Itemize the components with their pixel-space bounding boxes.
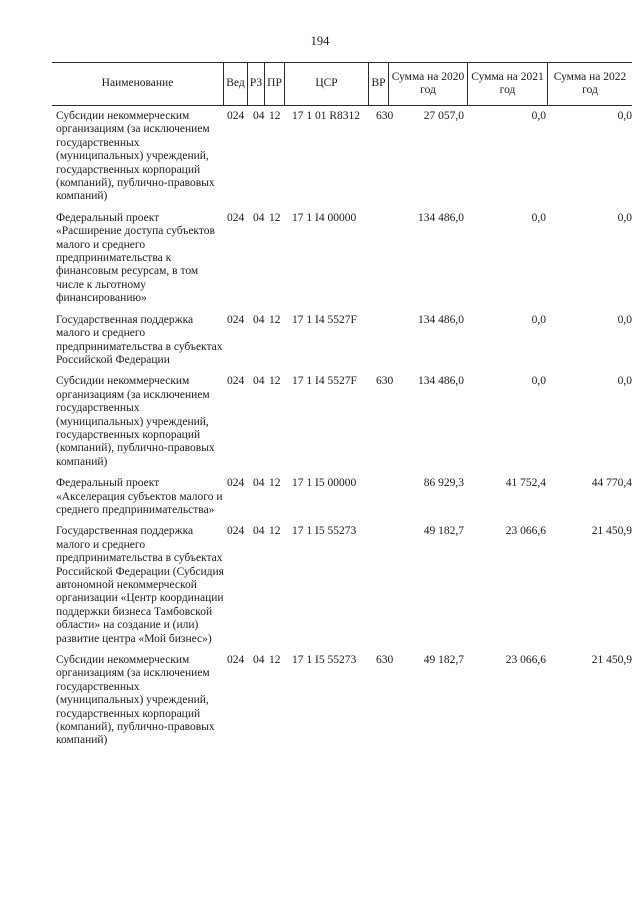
row-csr: 17 1 I5 00000 <box>292 477 357 490</box>
row-csr: 17 1 I4 5527F <box>292 313 357 326</box>
header-sum-2022: Сумма на 2022 год <box>553 70 627 96</box>
header-sum-2020: Сумма на 2020 год <box>389 63 468 105</box>
table-row <box>52 106 632 208</box>
table-header <box>52 62 632 106</box>
row-name: Федеральный проект «Акселерация субъектов малого и среднего предпринимательства» <box>56 477 223 516</box>
row-rz: 04 <box>253 211 265 224</box>
row-sum-2020: 134 486,0 <box>418 313 464 326</box>
row-ved: 024 <box>227 110 245 122</box>
row-ved: 024 <box>227 211 245 224</box>
header-rz: РЗ <box>248 63 265 105</box>
row-pr: 12 <box>269 477 281 490</box>
row-sum-2022: 21 450,9 <box>591 654 632 667</box>
row-sum-2022: 0,0 <box>617 110 632 122</box>
row-csr: 17 1 I5 55273 <box>292 525 357 538</box>
row-name: Субсидии некоммерческим организациям (за исключением государственных (муниципальных) учреждений, государственных корпораций (компаний), публично-правовых компаний) <box>56 110 215 203</box>
header-csr: ЦСР <box>285 63 369 105</box>
header-pr: ПР <box>265 63 285 105</box>
row-name: Государственная поддержка малого и среднего предпринимательства в субъектах Российской Федерации (Субсидия автономной некоммерческой организации «Центр координации поддержки бизнеса Тамбовской области» на создание и (или) развитие центра «Мой бизнес») <box>56 525 224 645</box>
row-pr: 12 <box>269 654 281 667</box>
header-sum-2021: Сумма на 2021 год <box>468 63 548 105</box>
row-sum-2021: 23 066,6 <box>505 654 546 667</box>
table-row <box>52 650 632 752</box>
row-pr: 12 <box>269 313 281 326</box>
row-rz: 04 <box>253 525 265 538</box>
row-sum-2020: 49 182,7 <box>423 525 464 538</box>
row-ved: 024 <box>227 654 245 667</box>
row-pr: 12 <box>269 110 281 122</box>
row-rz: 04 <box>253 477 265 490</box>
row-name: Субсидии некоммерческим организациям (за исключением государственных (муниципальных) учреждений, государственных корпораций (компаний), публично-правовых компаний) <box>56 654 215 747</box>
row-rz: 04 <box>253 110 265 122</box>
row-pr: 12 <box>269 525 281 538</box>
header-vr: ВР <box>369 63 389 105</box>
row-pr: 12 <box>269 375 281 388</box>
row-name: Государственная поддержка малого и среднего предпринимательства в субъектах Российской Федерации <box>56 313 223 366</box>
table-row <box>52 208 632 310</box>
table-row <box>52 371 632 473</box>
page-number: 194 <box>310 34 330 48</box>
row-csr: 17 1 I5 55273 <box>292 654 357 667</box>
row-name: Субсидии некоммерческим организациям (за исключением государственных (муниципальных) учреждений, государственных корпораций (компаний), публично-правовых компаний) <box>56 375 215 468</box>
row-vr: 630 <box>376 654 394 667</box>
row-vr: 630 <box>376 110 394 122</box>
row-csr: 17 1 01 R8312 <box>292 110 361 122</box>
row-sum-2020: 49 182,7 <box>423 654 464 667</box>
row-csr: 17 1 I4 00000 <box>292 211 357 224</box>
row-vr: 630 <box>376 375 394 388</box>
table-row <box>52 310 632 372</box>
row-sum-2020: 134 486,0 <box>418 375 464 388</box>
table-row <box>52 473 632 521</box>
row-rz: 04 <box>253 375 265 388</box>
header-name: Наименование <box>52 63 224 105</box>
row-sum-2020: 27 057,0 <box>423 110 464 122</box>
row-sum-2021: 0,0 <box>531 110 546 122</box>
row-ved: 024 <box>227 525 245 538</box>
row-sum-2021: 23 066,6 <box>505 525 546 538</box>
row-sum-2022: 21 450,9 <box>591 525 632 538</box>
header-ved: Вед <box>224 63 248 105</box>
row-sum-2022: 0,0 <box>617 313 632 326</box>
row-sum-2021: 41 752,4 <box>505 477 546 490</box>
row-csr: 17 1 I4 5527F <box>292 375 357 388</box>
row-sum-2022: 0,0 <box>617 375 632 388</box>
row-name: Федеральный проект «Расширение доступа субъектов малого и среднего предпринимательства к финансовым ресурсам, в том числе к льготному финансированию» <box>56 211 215 305</box>
table-row <box>52 521 632 650</box>
row-sum-2021: 0,0 <box>531 211 546 224</box>
row-rz: 04 <box>253 313 265 326</box>
row-pr: 12 <box>269 211 281 224</box>
row-sum-2021: 0,0 <box>531 313 546 326</box>
row-ved: 024 <box>227 477 245 490</box>
row-sum-2021: 0,0 <box>531 375 546 388</box>
row-rz: 04 <box>253 654 265 667</box>
row-sum-2022: 0,0 <box>617 211 632 224</box>
row-sum-2022: 44 770,4 <box>591 477 632 490</box>
budget-table <box>52 62 632 752</box>
row-sum-2020: 86 929,3 <box>423 477 464 490</box>
row-ved: 024 <box>227 375 245 388</box>
row-sum-2020: 134 486,0 <box>418 211 464 224</box>
row-ved: 024 <box>227 313 245 326</box>
